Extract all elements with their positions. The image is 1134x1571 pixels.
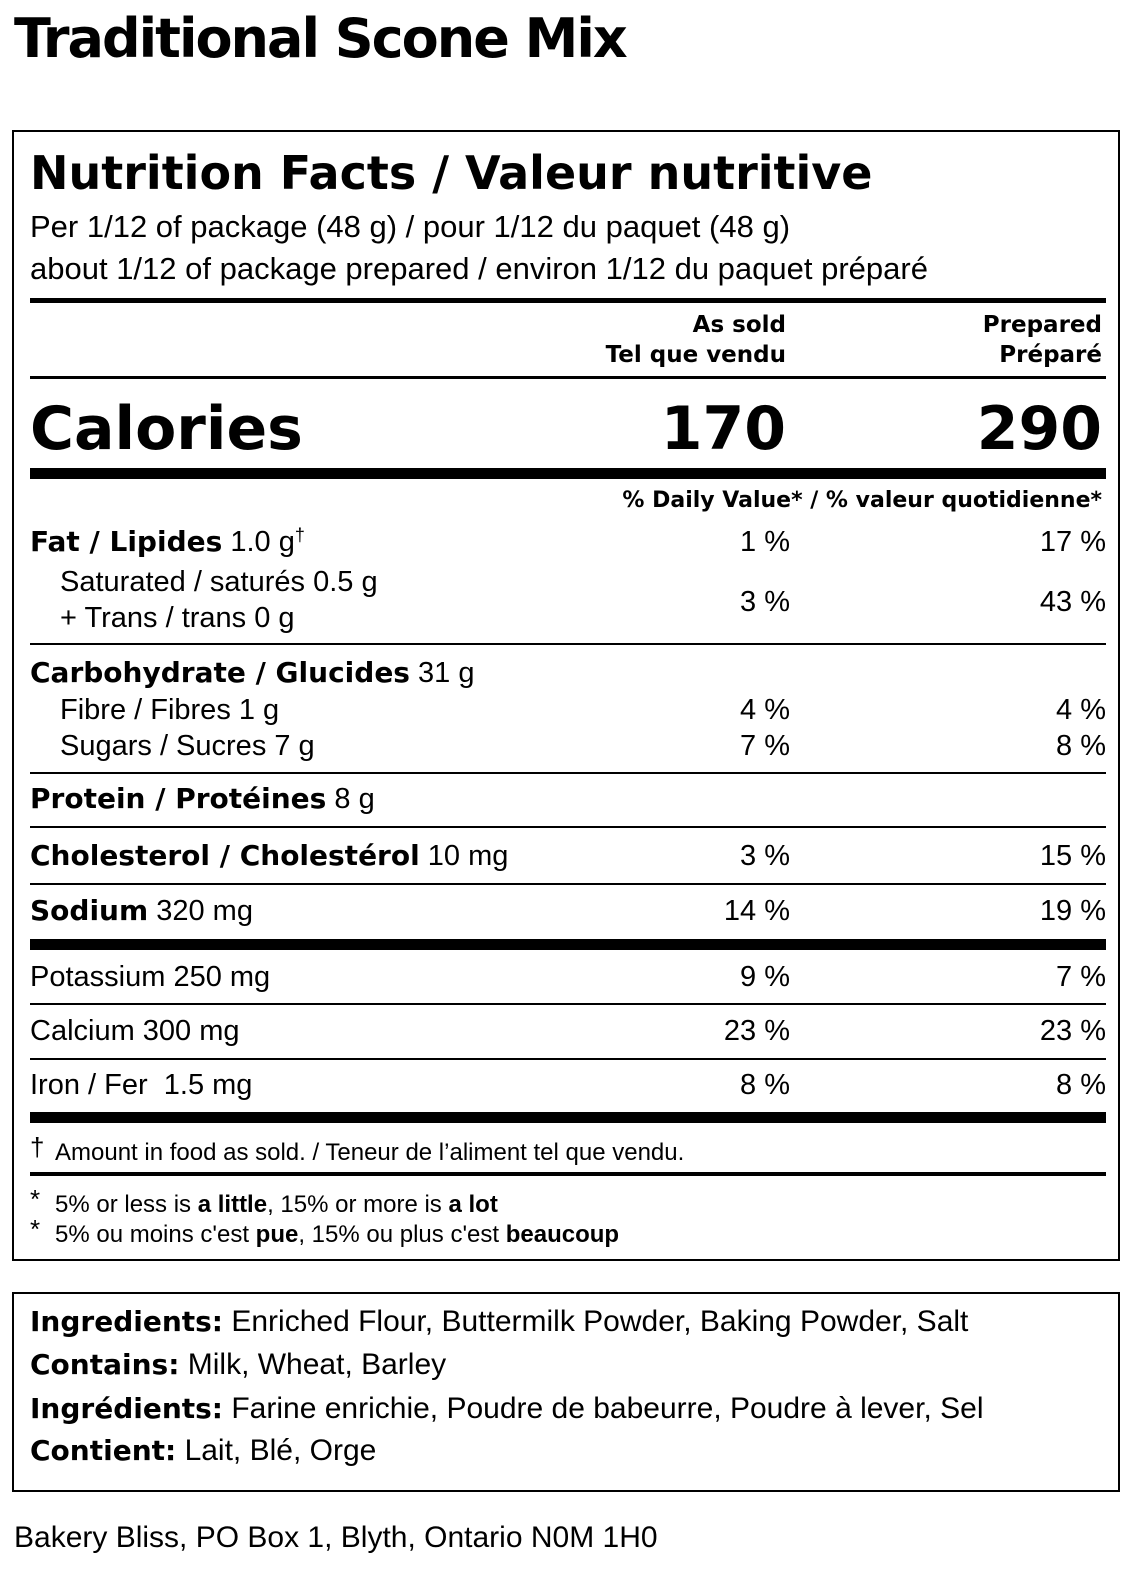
dv-prepared: 7 % — [1056, 961, 1106, 993]
footnote-emphasis: a little — [197, 1191, 268, 1218]
asterisk-mark: * — [30, 1184, 41, 1214]
nutrient-label: Protein / Protéines — [30, 782, 327, 815]
column-header-as-sold-fr: Tel que vendu — [605, 342, 786, 368]
divider-heavy — [30, 468, 1106, 479]
nutrient-row-saturated-trans — [30, 564, 1106, 640]
dv-as-sold: 3 % — [740, 840, 790, 872]
dv-prepared: 19 % — [1039, 895, 1106, 927]
contains-en — [30, 1345, 446, 1385]
calories-prepared: 290 — [976, 394, 1102, 464]
nutrient-label: Calcium 300 mg — [30, 1015, 240, 1047]
footnote-emphasis: pue — [255, 1221, 299, 1248]
nutrient-label: Potassium 250 mg — [30, 961, 271, 993]
serving-prepared-line: about 1/12 of package prepared / environ 1/12 du paquet préparé — [30, 251, 928, 286]
dv-as-sold: 7 % — [740, 730, 790, 762]
dv-as-sold: 4 % — [740, 694, 790, 726]
contains-fr — [30, 1431, 376, 1471]
dv-prepared: 43 % — [1039, 586, 1106, 618]
dv-as-sold: 1 % — [740, 526, 790, 558]
nutrient-amount: 320 mg — [156, 895, 253, 927]
daily-value-header: % Daily Value* / % valeur quotidienne* — [622, 488, 1102, 513]
dv-as-sold: 3 % — [740, 586, 790, 618]
footnote-emphasis: a lot — [448, 1191, 498, 1218]
footnote-dagger-text: Amount in food as sold. / Teneur de l’aliment tel que vendu. — [55, 1139, 685, 1166]
footnote-text: 5% ou moins c'est — [55, 1221, 256, 1248]
divider — [30, 643, 1106, 645]
dv-prepared: 15 % — [1039, 840, 1106, 872]
column-header-prepared: Prepared — [982, 312, 1102, 338]
dv-as-sold: 14 % — [723, 895, 790, 927]
ingredients-fr — [30, 1389, 983, 1429]
dv-prepared: 4 % — [1056, 694, 1106, 726]
divider-heavy — [30, 939, 1106, 950]
divider — [30, 883, 1106, 885]
nutrient-label: Carbohydrate / Glucides — [30, 656, 410, 689]
dv-as-sold: 8 % — [740, 1069, 790, 1101]
footnote-dagger — [30, 1132, 684, 1168]
footnote-daily-value-fr — [30, 1214, 619, 1250]
contains-text-fr: Lait, Blé, Orge — [184, 1434, 377, 1467]
contains-text: Milk, Wheat, Barley — [187, 1348, 447, 1381]
nutrient-amount: 1.0 g — [230, 526, 295, 558]
dagger-mark: † — [294, 525, 305, 545]
manufacturer-address: Bakery Bliss, PO Box 1, Blyth, Ontario N0M 1H0 — [14, 1521, 658, 1554]
column-header-prepared-fr: Préparé — [999, 342, 1102, 368]
nutrition-facts-panel — [12, 130, 1120, 1261]
column-header-as-sold: As sold — [692, 312, 786, 338]
ingredients-text: Enriched Flour, Buttermilk Powder, Baking Powder, Salt — [231, 1305, 969, 1338]
footnote-text: , 15% or more is — [267, 1191, 449, 1218]
dv-prepared: 8 % — [1056, 730, 1106, 762]
contains-label-fr: Contient: — [30, 1434, 177, 1467]
divider-thick — [30, 298, 1106, 303]
nutrient-label: Sugars / Sucres 7 g — [60, 730, 315, 762]
footnote-emphasis: beaucoup — [505, 1221, 620, 1248]
divider-heavy — [30, 1112, 1106, 1123]
footnote-text: , 15% ou plus c'est — [298, 1221, 506, 1248]
dagger-mark: † — [30, 1132, 45, 1162]
nutrient-label: Cholesterol / Cholestérol — [30, 839, 420, 872]
nutrient-label: Sodium — [30, 894, 149, 927]
contains-label: Contains: — [30, 1348, 180, 1381]
ingredients-text-fr: Farine enrichie, Poudre de babeurre, Poudre à lever, Sel — [231, 1392, 984, 1425]
serving-size-line: Per 1/12 of package (48 g) / pour 1/12 du paquet (48 g) — [30, 209, 791, 244]
nutrient-label: Saturated / saturés 0.5 g — [60, 566, 378, 598]
nutrient-label: Fat / Lipides — [30, 525, 223, 558]
dv-as-sold: 23 % — [723, 1015, 790, 1047]
calories-label: Calories — [30, 394, 303, 464]
asterisk-mark: * — [30, 1214, 41, 1244]
dv-prepared: 8 % — [1056, 1069, 1106, 1101]
nutrient-label: Iron / Fer 1.5 mg — [30, 1069, 253, 1101]
calories-as-sold: 170 — [660, 394, 786, 464]
nutrient-label: Fibre / Fibres 1 g — [60, 694, 280, 726]
dv-prepared: 17 % — [1039, 526, 1106, 558]
nutrient-amount: 10 mg — [427, 840, 509, 872]
divider — [30, 826, 1106, 828]
divider — [30, 772, 1106, 774]
divider — [30, 1058, 1106, 1060]
nutrition-facts-title: Nutrition Facts / Valeur nutritive — [30, 146, 873, 200]
nutrient-amount: 8 g — [334, 783, 375, 815]
dv-as-sold: 9 % — [740, 961, 790, 993]
nutrient-amount: 31 g — [418, 657, 475, 689]
product-title: Traditional Scone Mix — [14, 7, 626, 70]
divider — [30, 376, 1106, 379]
dv-prepared: 23 % — [1039, 1015, 1106, 1047]
ingredients-label-fr: Ingrédients: — [30, 1392, 224, 1425]
ingredients-en — [30, 1302, 968, 1342]
divider — [30, 1003, 1106, 1005]
ingredients-label: Ingredients: — [30, 1305, 224, 1338]
ingredients-panel — [12, 1292, 1120, 1492]
footnote-text: 5% or less is — [55, 1191, 198, 1218]
nutrient-label-trans: + Trans / trans 0 g — [60, 602, 295, 634]
divider — [30, 1172, 1106, 1176]
